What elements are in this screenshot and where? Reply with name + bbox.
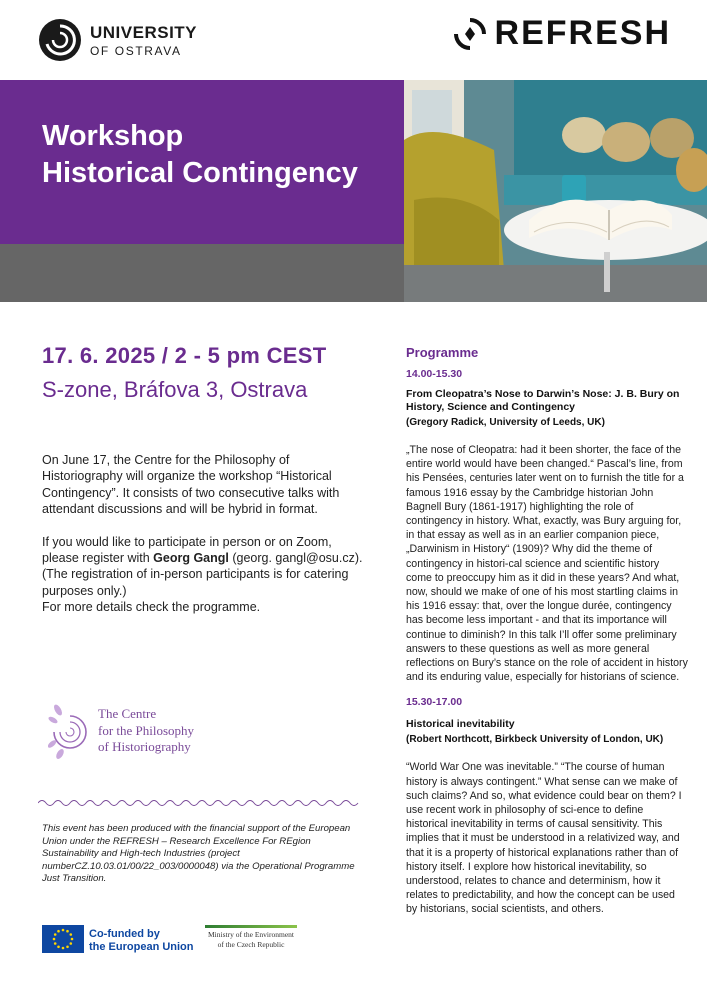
intro-paragraph-3: For more details check the programme.: [42, 600, 261, 615]
register-text: If you would like to participate in person or on Zoom, please register with: [42, 534, 332, 566]
talk-abstract: “World War One was inevitable.” “The course of human history is always contingent.” What sense can we make of such claims? And so, what evidence could bear on them? I use recent work in philosophy of sci-ence to define historical inevitability in terms of causal sensitivity. This implies that it must be understood in a relativized way, and that it is a property of historical explanations rather than of history itself. I explore how historical inevitability, so understood, relates to chance and determinism, how it relates to predictability, and how the concept can be used by historians, social scientists, and others.: [406, 761, 682, 916]
intro-paragraph-2: [42, 534, 372, 600]
ministry-line1: Ministry of the Environment: [207, 930, 295, 939]
talk-abstract: „The nose of Cleopatra: had it been shorter, the face of the entire world would have been changed.“ Pascal’s line, from his Pensées, centuries later went on to furnish the title for a famous 1916 essay by the Cambridge historian John Bagnell Bury (1861-1917) highlighting the role of contingency in history. What, exactly, was Bury arguing for, in that essay as well as in an earlier companion piece, „Darwinism in History“ (1909)? Why did the theme of contingency in histori-cal science and scientific history come to preoccupy him as it did in these years? And what, now, should we make of one of his most startling claims in his 1916 essay: that, over the longue durée, contingency has become less important - and that its importance will continue to diminish? In this talk I’ll offer some preliminary answers to these questions as well as more general reflections on Bury’s stance on the role of accident in history and its enduring value, especially for historians of science.: [406, 444, 688, 684]
ministry-line2: of the Czech Republic: [217, 940, 285, 949]
workshop-title: [42, 118, 358, 192]
workshop-title-line2: Historical Contingency: [42, 157, 358, 189]
register-contact-text: (georg. gangl@osu.cz). (The registration of in-person participants is for catering purposes only.): [42, 551, 363, 598]
hero-grey-strip: [0, 244, 404, 302]
programme-section: [406, 345, 688, 917]
eu-flag-icon: [42, 925, 84, 953]
centre-name-line2: for the Philosophy: [98, 722, 195, 738]
centre-name-line1: The Centre: [98, 706, 157, 722]
talk-speaker: (Robert Northcott, Birkbeck University of London, UK): [406, 734, 664, 746]
centre-logo: [48, 700, 194, 762]
refresh-logo: [453, 14, 671, 53]
workshop-title-line1: Workshop: [42, 120, 184, 152]
university-swirl-icon: [38, 18, 82, 62]
university-city: OF OSTRAVA: [90, 43, 182, 58]
talk-2: [406, 696, 688, 916]
refresh-wordmark: REFRESH: [494, 14, 671, 52]
wavy-divider: [38, 798, 360, 808]
ministry-logo: [205, 930, 297, 950]
centre-name-line3: of Historiography: [98, 739, 191, 755]
laurel-spiral-icon: [48, 700, 90, 762]
talk-time: 14.00-15.30: [406, 368, 463, 380]
talk-title: From Cleopatra’s Nose to Darwin’s Nose: J. B. Bury on History, Science and Contingency: [406, 388, 680, 413]
ministry-color-bar: [205, 925, 297, 928]
event-venue: S-zone, Bráfova 3, Ostrava: [42, 377, 308, 402]
eu-cofunded-label: [89, 928, 194, 954]
eu-line1: Co-funded by: [89, 928, 160, 940]
university-logo: [38, 18, 197, 62]
eu-line2: the European Union: [89, 941, 194, 953]
intro-text: [42, 452, 372, 632]
refresh-cycle-icon: [453, 17, 487, 51]
funding-statement: This event has been produced with the financial support of the European Union under the REFRESH – Research Excellence For REgion Sustainability and High-tech Industries (project numberCZ.10.03.01/00/22_003/0000048) via the Operational Programme Just Transition.: [42, 823, 355, 885]
event-date-time: 17. 6. 2025 / 2 - 5 pm CEST: [42, 343, 327, 368]
programme-heading: Programme: [406, 345, 479, 360]
talk-time: 15.30-17.00: [406, 696, 463, 709]
talk-speaker: (Gregory Radick, University of Leeds, UK): [406, 417, 605, 428]
university-name: UNIVERSITY: [90, 22, 198, 42]
talk-1: [406, 368, 688, 684]
contact-name: Georg Gangl: [153, 551, 229, 566]
intro-paragraph-1: On June 17, the Centre for the Philosophy of Historiography will organize the workshop “Historical Contingency”. It consists of two consecutive talks with attendant discussions and will be hybrid in format.: [42, 453, 340, 517]
talk-title: Historical inevitability: [406, 718, 515, 731]
lounge-book-photo: [404, 80, 707, 302]
